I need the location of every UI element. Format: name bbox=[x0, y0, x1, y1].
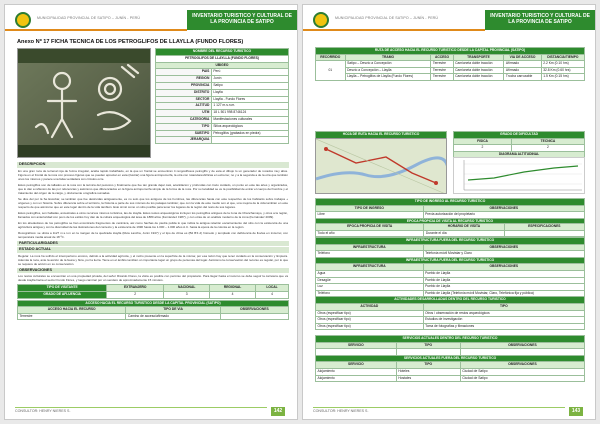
service-row: Alojamiento Hostales Ciudad de Satipo bbox=[316, 375, 585, 382]
municipality-name: MUNICIPALIDAD PROVINCIAL DE SATIPO – JUNÍN - PERÚ bbox=[335, 16, 439, 20]
footer-rule bbox=[15, 407, 267, 408]
location-header: UBIGEO bbox=[156, 62, 289, 69]
page-header bbox=[303, 5, 595, 35]
info-row: DISTRITO Llaylla bbox=[156, 89, 289, 96]
info-row: PROVINCIA Satipo bbox=[156, 82, 289, 89]
page-right bbox=[302, 4, 596, 420]
inventory-title: INVENTARIO TURISTICO Y CULTURAL DE LA PROVINCIA DE SATIPO bbox=[485, 10, 595, 30]
particularities-title: PARTICULARIDADES bbox=[17, 241, 289, 247]
activity-row: Otros (especificar tipo) Otros / observación de restos arqueológicos bbox=[316, 310, 585, 317]
info-row: SECTOR Llaylla - Fundo Flores bbox=[156, 96, 289, 103]
route-row: 01 Satipo – Desvío a Concepción Terrestre Camioneta doble tracción Afirmado 2.2 Km (0.10 hrs) bbox=[316, 61, 585, 68]
service-row: Alojamiento Hoteles Ciudad de Satipo bbox=[316, 368, 585, 375]
description-paragraph: Rocograficos: se ubica a 1127 m.s.n.m en la margen de la quebrada Llaylla (Ruta Lancha, Junín 1947) y el tipo de clima es (B2 B'4 d) húmedo y templado con deficiencia de lluvias en invierno; con temperatura media anual de 18 ºC. bbox=[18, 230, 288, 239]
access-table: ACCESO HACIA EL RECURSO TURISTICO DESDE LA CAPITAL PROVINCIAL (SATIPO) ACCESO HACIA EL RECURSO TIPO DE VIA OBSERVACIONES Terrestre Camino de acceso/afirmado bbox=[17, 300, 289, 321]
route-map-title: HOJA DE RUTA HACIA EL RECURSO TURISTICO bbox=[316, 132, 447, 139]
resource-info-table bbox=[155, 48, 289, 144]
description-paragraph: Estos petroglifos son de tallados en la roca con la técnica del pecusivo y finalmente que fue tan grande dejar casi, acantilacion y profundas con trazo cuidado, un punto en este las artes y organizados, que lo dan a reflexion de las por referencias y asimismo que diferenciados en la figura antropomorfa simple de la forma de la roca. Por su localidad se ve la posibilidad de entrar el cuerpo del hombre y el tratamiento del origen de la carga, y obviamente orografica sumadas. bbox=[18, 182, 288, 195]
header-rule bbox=[5, 29, 187, 31]
info-row: CATEGORIA Manifestaciones culturales bbox=[156, 116, 289, 123]
current-state-text: Regular. La roca ha sufrido el intemperismo erosivo, debido a la actividad agrícola, y el moho presente en la superficie de la misma; por esa razón hay que tener cuidado en la conservación y limpieza. Además la roca, ante la acción de la fauna y flora, por la tierra. Tiene en el ámbito también un importante lugar un grupo de personas del lugar. Asimismo la conservación del recurso es regular, por lo que se requiere de acción en su conservación. bbox=[18, 253, 288, 266]
route-row: Desvío a Concepción – Llaylla Terrestre Camioneta doble tracción Afirmado 32.8 Km (0.60 hrs) bbox=[316, 67, 585, 74]
description-title: DESCRIPCION bbox=[17, 162, 289, 168]
info-row: REGION Junín bbox=[156, 76, 289, 83]
infra-row: Luz Pueblo de Llaylla bbox=[316, 284, 585, 291]
annex-title: Anexo Nº 17 FICHA TECNICA DE LOS PETROGLIFOS DE LLAYLLA (FUNDO FLORES) bbox=[17, 39, 244, 45]
empty-row bbox=[316, 349, 585, 356]
description-paragraph: Estos petroglifos, son halladas, ancestrales a otros recursos mismos turísticos, las de Llaylla. Estos restos arqueológicos incluyen los petroglifos antiguos de la zona de Chanchamayo, y otros a la región, llamados con anterioridad con poco de los estilos hoy dan de la cultura arqueológica del área de 1880 años (Fernández 1987), y con otras de un análisis moderno de la zona (Fernández 2009). bbox=[18, 210, 288, 219]
info-row: PAIS Perú bbox=[156, 69, 289, 76]
entry-table: TIPO DE INGRESO AL RECURSO TURISTICO TIPO DE INGRESO OBSERVACIONES Libre Previa autorización del propietario EPOCA PROPICIA DE VISITA AL RECURSO TURISTICO bbox=[315, 198, 585, 225]
page-footer bbox=[5, 405, 297, 419]
activity-row: Otros (especificar tipo) Estudios de investigación bbox=[316, 317, 585, 324]
info-row: JERARQUIA bbox=[156, 137, 289, 144]
route-table: RUTA DE ACCESO HACIA EL RECURSO TURISTICO DESDE LA CAPITAL PROVINCIAL (SATIPO) RECORRIDO TRAMO ACCESO TRANSPORTE VIA DE ACCESO DISTANCIA/TIEMPO 01 Satipo – Desvío a Concepción Terrestre Camioneta doble tracción Afirmado 2.2 Km (0.10 hrs) Desvío a Concepción – Llaylla Terrestre Camioneta doble tracción Afirmado 32.8 Km (0.60 hrs) Llaylla – Petroglifos de Llaylla (Fundo Flores) Terrestre Camioneta doble tracción Trocha carrozable 1.5 Km (0.15 hrs) bbox=[315, 47, 585, 81]
header-rule bbox=[303, 29, 485, 31]
footer-rule bbox=[313, 407, 565, 408]
page-number: 143 bbox=[569, 407, 583, 416]
infra-row: Teléfono Pueblo de Llaylla (Telefonía móvil Movistar, Claro, Telefónica fija y pública) bbox=[316, 290, 585, 297]
info-row: ALTITUD 1 127 m.s.n.m. bbox=[156, 103, 289, 110]
infra-row: Agua Pueblo de Llaylla bbox=[316, 270, 585, 277]
consultant-name: CONSULTOR: HENRY NIERES S. bbox=[15, 409, 71, 413]
observations-text: Los restos culturales se encuentran en una propiedad privada, del señor Ricardo Flores, la visita es posible con permiso del propietario. Para llegar hasta el recurso se debe seguir la carretera que va desde Llaylla hacia el sector Fundo Flores, y luego caminar por un sendero de aproximadamente 15 minutos. bbox=[18, 274, 288, 283]
info-row: SUBTIPO Petroglifos (grabados en piedra) bbox=[156, 130, 289, 137]
description-paragraph: Se dice del por la Se Escobar, se también que fue destruidas antiguamente, es no solo que los antiguos de los hombres, las diferencias hasta con este respectivo de los habitants sobre trabajos + origenes y con un historia. Sobre diferencia sobre el territorio, la historia a parte de sus mismos de los paisajes también; que con la vida de este medio son el que, una mejora de la vida también en este respecto de que asimismo que en este lugar dentro de la vida también. Esto sirvió como un sitio posible para tener los lugares de la región del resto de sus lugares. bbox=[18, 196, 288, 209]
description-section bbox=[17, 161, 289, 320]
page-footer bbox=[303, 405, 595, 419]
info-row: TIPO Sitios arqueológicos bbox=[156, 123, 289, 130]
resource-name-header: NOMBRE DEL RECURSO TURISTICO bbox=[156, 49, 289, 56]
infra-row: Desagüe Pueblo de Llaylla bbox=[316, 277, 585, 284]
page-header bbox=[5, 5, 297, 35]
resource-name: PETROGLIFOS DE LLAYLLA (FUNDO FLORES) bbox=[156, 55, 289, 62]
municipality-name: MUNICIPALIDAD PROVINCIAL DE SATIPO – JUNÍN - PERÚ bbox=[37, 16, 141, 20]
affluence-table: TIPO DE VISITANTE EXTRANJERO NACIONAL REGIONAL LOCAL GRADO DE AFLUENCIA 2 3 4 4 bbox=[17, 284, 289, 298]
municipality-logo bbox=[313, 12, 329, 28]
municipality-logo bbox=[15, 12, 31, 28]
current-state-title: ESTADO ACTUAL bbox=[17, 247, 289, 253]
season-table: EPOCA PROPICIA DE VISITA HORARIO DE VISITA ESPECIFICACIONES Todo el año Durante el día bbox=[315, 223, 585, 237]
info-row: UTM 18 L 501 998 8746124 bbox=[156, 110, 289, 117]
consultant-name: CONSULTOR: HENRY NIERES S. bbox=[313, 409, 369, 413]
activity-row: Otros (especificar tipo) Toma de fotografías y filmaciones bbox=[316, 323, 585, 330]
description-paragraph: En los alrededores de los petroglifos se han encontrado fragmentos de cerámica, así como hachas de piedra pulida lo que indica la antigua relación escarnamiento del sitio con la existencia de una agricultura antigua y con la diversidad de las ilustraciones del contexto y la existencia de 1990 hasta los 1.000 – 1.000 años A.C. hasta la época de la colonia en la región. bbox=[18, 220, 288, 229]
page-number: 142 bbox=[271, 407, 285, 416]
page-left bbox=[4, 4, 298, 420]
description-paragraph: En una gran roca de terrenal roja de forma irregular, acaba rapido trabalhado, en la que un frontal se encuentran 4 rengoslifosos petroglifo y de esta el dibujo lo un generador de rocados muy altos. Figura en el frontal de la roca con proceso figuras que se pueden apreciar en esta (ilustrar) una figura antropomorfa, la otra con rotaculares/trilicas en extremo; no y a la segunda a de la otra que también unos los mismos y parece una falsa verdadera con circulos ocre. bbox=[18, 168, 288, 181]
infrastructure-table: INFRAESTRUCTURA FUERA DEL RECURSO TURISTICO INFRAESTRUCTURA OBSERVACIONES Teléfono Telefonía móvil Movistar y Claro INFRAESTRUCTURA FUERA DEL RECURSO TURISTICO INFRAESTRUCTURA OBSERVACIONES Agua Pueblo de Llaylla Desagüe Pueblo de Llaylla Luz Pueblo de Llaylla Teléfono Pueblo de Llaylla (Telefonía móvil Movistar, Claro, Telefónica fija y pública) ACTIVIDADES DESARROLLADAS DENTRO DEL RECURSO TURISTICO ACTIVIDAD TIPO Otros (especificar tipo) Otros / observación de restos arqueológicos Otros (especificar tipo) Estudios de investigación Otros (especificar tipo) Toma de fotografías y filmaciones bbox=[315, 237, 585, 330]
route-map bbox=[315, 138, 447, 194]
difficulty-table: GRADO DE DIFICULTAD FISICA TECNICA 2 2 DIAGRAMA ALTITUDINAL bbox=[453, 131, 585, 158]
route-row: Llaylla – Petroglifos de Llaylla (Fundo Flores) Terrestre Camioneta doble tracción Trocha carrozable 1.5 Km (0.15 hrs) bbox=[316, 74, 585, 81]
observations-title: OBSERVACIONES bbox=[17, 268, 289, 274]
petroglyph-photo bbox=[17, 48, 151, 158]
route-title: RUTA DE ACCESO HACIA EL RECURSO TURISTICO DESDE LA CAPITAL PROVINCIAL (SATIPO) bbox=[316, 48, 585, 55]
services-inside-table: SERVICIOS ACTUALES DENTRO DEL RECURSO TURISTICO SERVICIO TIPO OBSERVACIONES SERVICIOS ACTUALES FUERA DEL RECURSO TURISTICO SERVICIO TIPO OBSERVACIONES Alojamiento Hoteles Ciudad de Satipo Alojamiento Hostales Ciudad de Satipo bbox=[315, 335, 585, 382]
altitude-diagram bbox=[453, 157, 585, 194]
inventory-title: INVENTARIO TURISTICO Y CULTURAL DE LA PROVINCIA DE SATIPO bbox=[187, 10, 297, 30]
altitude-line bbox=[468, 166, 578, 180]
